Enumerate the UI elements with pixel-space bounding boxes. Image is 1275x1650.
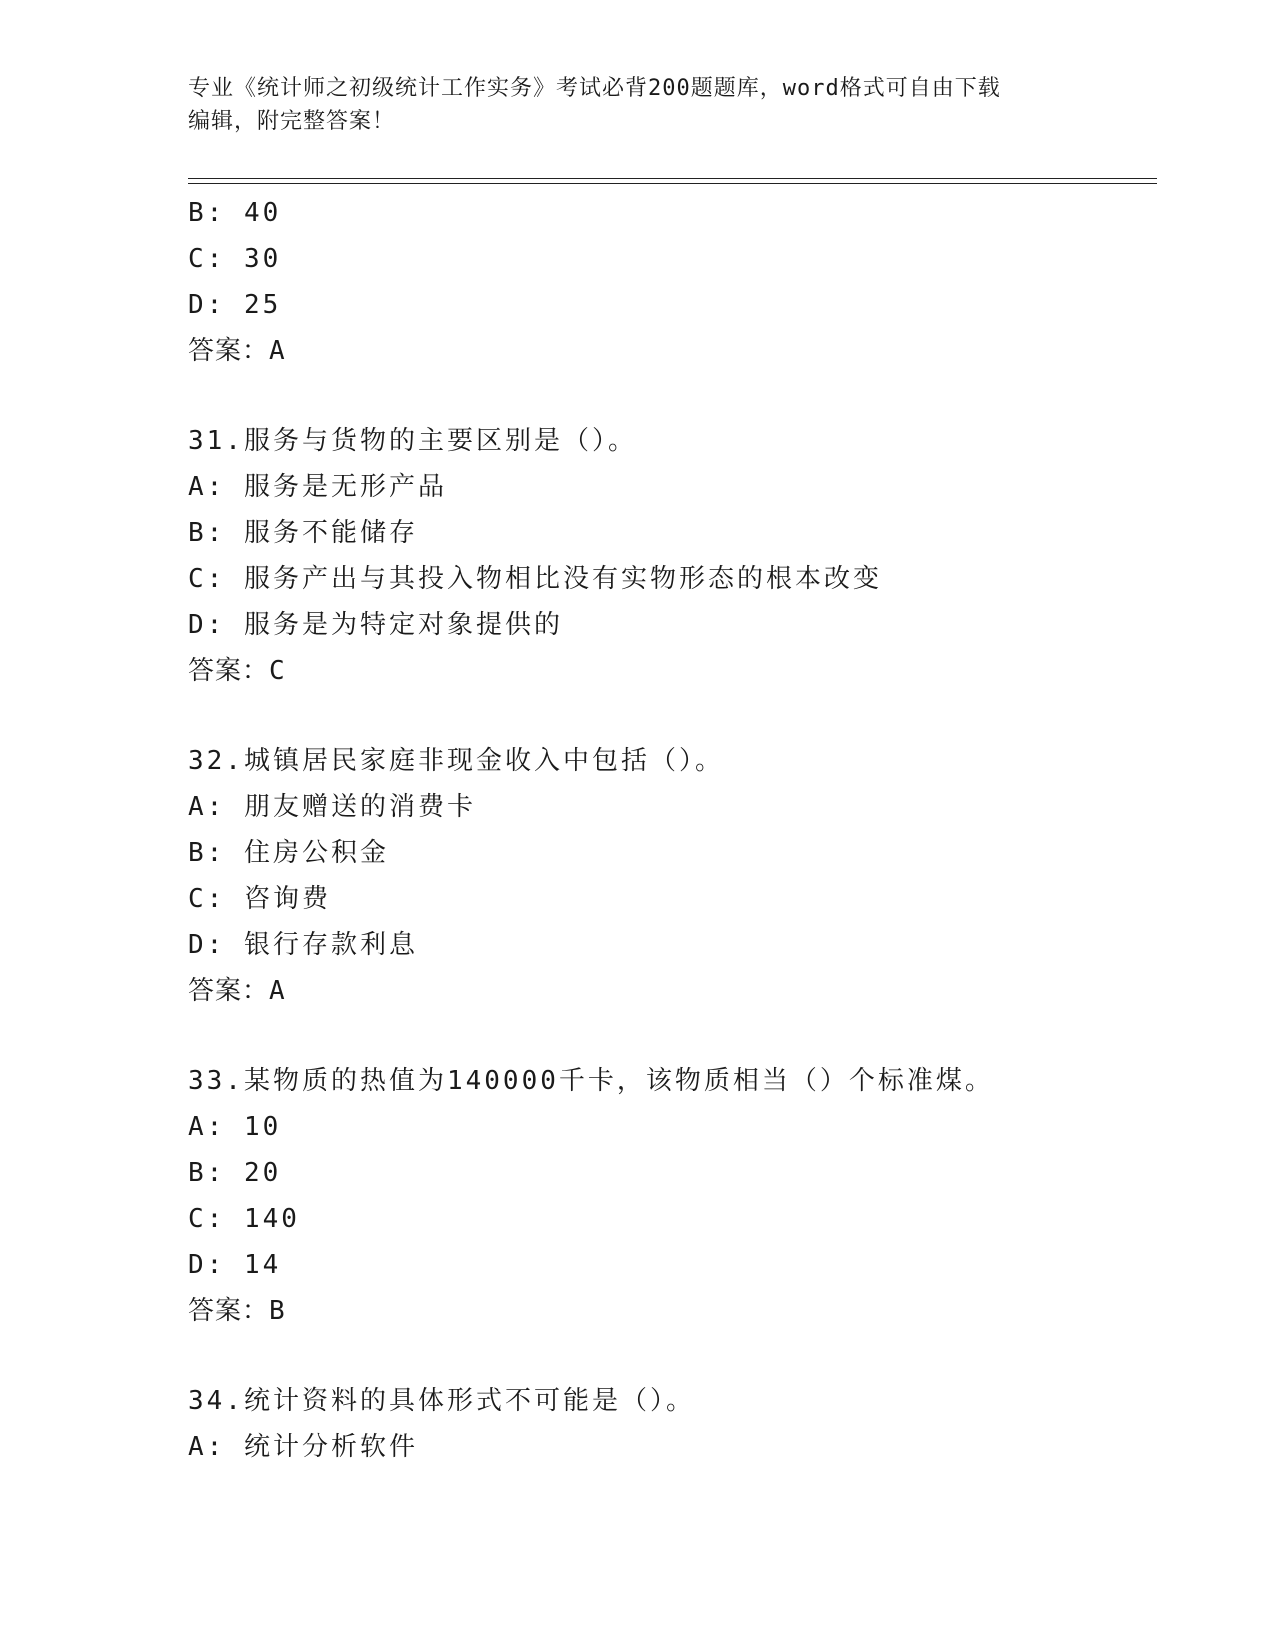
spacer [188,1334,1148,1378]
question-block-33 [188,1058,1148,1334]
option-b: B: 住房公积金 [188,838,389,868]
header-divider-top [188,178,1157,179]
question-stem: 34.统计资料的具体形式不可能是（）。 [188,1386,695,1416]
answer-line: 答案：B [188,1296,286,1326]
header-divider-bottom [188,183,1157,184]
option-b: B: 20 [188,1158,282,1188]
spacer [188,374,1148,418]
question-block-34 [188,1378,1148,1470]
header-line-2: 编辑，附完整答案！ [188,109,396,134]
document-header [188,72,1088,138]
option-a: A: 统计分析软件 [188,1432,418,1462]
option-d: D: 银行存款利息 [188,930,418,960]
question-stem: 32.城镇居民家庭非现金收入中包括（）。 [188,746,724,776]
option-c: C: 140 [188,1204,300,1234]
question-stem: 31.服务与货物的主要区别是（）。 [188,426,637,456]
option-a: A: 10 [188,1112,282,1142]
question-block-30 [188,190,1148,374]
option-a: A: 朋友赠送的消费卡 [188,792,476,822]
spacer [188,1014,1148,1058]
answer-line: 答案：A [188,336,286,366]
option-d: D: 14 [188,1250,282,1280]
question-block-32 [188,738,1148,1014]
option-a: A: 服务是无形产品 [188,472,447,502]
option-b: B: 40 [188,198,282,228]
spacer [188,694,1148,738]
option-c: C: 咨询费 [188,884,331,914]
answer-line: 答案：C [188,656,286,686]
option-b: B: 服务不能储存 [188,518,418,548]
question-block-31 [188,418,1148,694]
header-line-1: 专业《统计师之初级统计工作实务》考试必背200题题库，word格式可自由下载 [188,76,1001,101]
question-stem: 33.某物质的热值为140000千卡，该物质相当（）个标准煤。 [188,1066,994,1096]
answer-line: 答案：A [188,976,286,1006]
option-c: C: 服务产出与其投入物相比没有实物形态的根本改变 [188,564,882,594]
question-list [188,190,1148,1470]
option-d: D: 25 [188,290,282,320]
option-d: D: 服务是为特定对象提供的 [188,610,563,640]
option-c: C: 30 [188,244,282,274]
